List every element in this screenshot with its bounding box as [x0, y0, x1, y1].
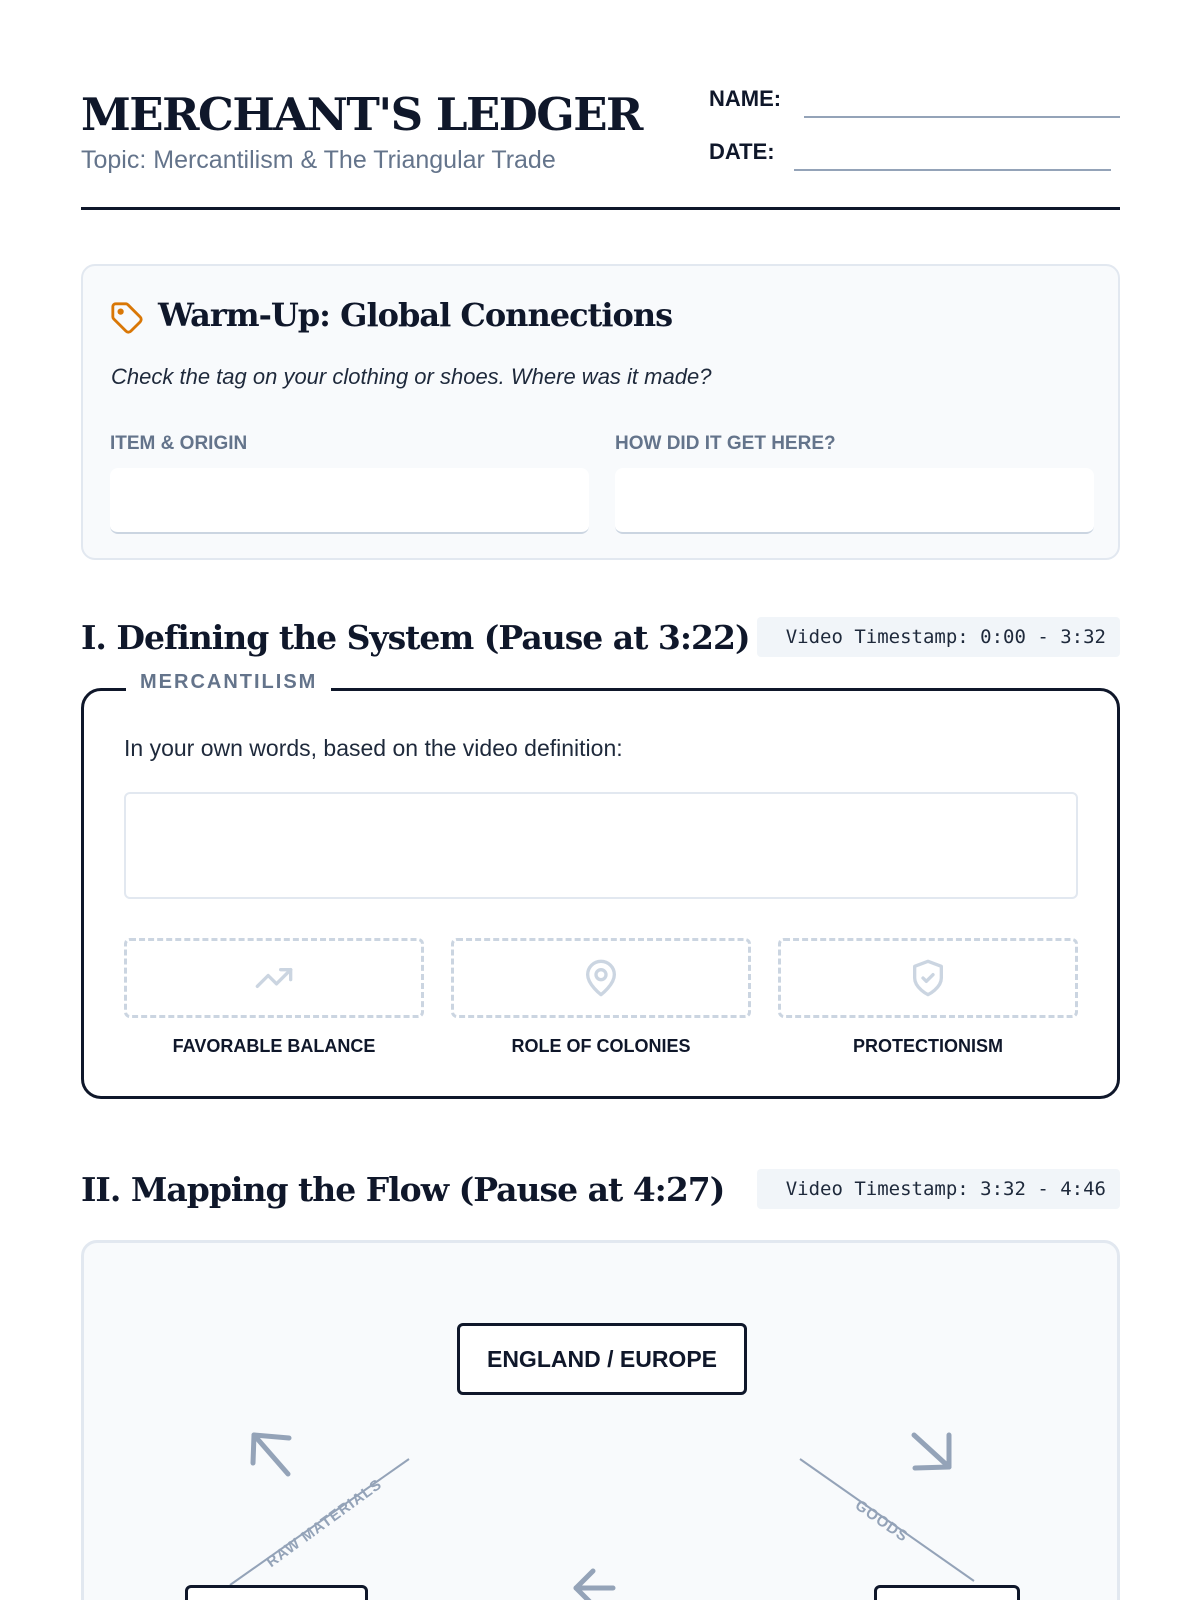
page-title: MERCHANT'S LEDGER [81, 88, 642, 141]
favorable-balance-box[interactable] [124, 938, 424, 1018]
mercantilism-legend: MERCANTILISM [126, 671, 331, 694]
item-origin-label: ITEM & ORIGIN [110, 433, 248, 454]
warmup-card [81, 264, 1120, 560]
name-field[interactable] [709, 80, 1120, 120]
warmup-title: Warm-Up: Global Connections [158, 296, 673, 334]
protectionism-box[interactable] [778, 938, 1078, 1018]
date-label: DATE: [709, 139, 775, 164]
page-topic: Topic: Mercantilism & The Triangular Trade [81, 146, 556, 174]
map-pin-icon [581, 958, 621, 998]
raw-materials-label: RAW MATERIALS [263, 1475, 386, 1571]
triangular-trade-diagram [81, 1240, 1120, 1600]
trending-up-icon [254, 958, 294, 998]
how-here-input[interactable] [615, 468, 1094, 534]
node-left[interactable] [185, 1585, 368, 1600]
favorable-balance-label: FAVORABLE BALANCE [172, 1036, 376, 1056]
role-of-colonies-box[interactable] [451, 938, 751, 1018]
name-label: NAME: [709, 86, 782, 111]
warmup-prompt: Check the tag on your clothing or shoes. Where was it made? [111, 364, 712, 389]
goods-label: GOODS [851, 1496, 912, 1546]
section-1-timestamp: Video Timestamp: 0:00 - 3:32 [757, 617, 1120, 657]
date-field[interactable] [709, 133, 1120, 173]
flow-arrows [84, 1243, 1123, 1600]
protectionism-label: PROTECTIONISM [852, 1036, 1003, 1056]
section-2-timestamp: Video Timestamp: 3:32 - 4:46 [757, 1169, 1120, 1209]
header-divider [81, 207, 1120, 210]
arrow-left-icon [576, 1571, 613, 1600]
date-line[interactable] [794, 169, 1111, 171]
section-2-title: II. Mapping the Flow (Pause at 4:27) [81, 1170, 725, 1209]
arrow-down-right-icon [914, 1435, 949, 1468]
node-right[interactable] [874, 1585, 1020, 1600]
worksheet-header [81, 80, 1120, 210]
role-of-colonies-label: ROLE OF COLONIES [511, 1036, 691, 1056]
name-line[interactable] [804, 116, 1120, 118]
shield-check-icon [908, 958, 948, 998]
item-origin-input[interactable] [110, 468, 589, 534]
tag-icon [110, 301, 144, 335]
mercantilism-box [81, 671, 1120, 1099]
section-1-title: I. Defining the System (Pause at 3:22) [81, 618, 750, 657]
definition-instruction: In your own words, based on the video definition: [124, 735, 623, 761]
node-england-europe[interactable]: ENGLAND / EUROPE [457, 1323, 747, 1395]
definition-input[interactable] [124, 792, 1078, 899]
arrow-up-left-icon [253, 1435, 289, 1474]
how-here-label: HOW DID IT GET HERE? [615, 433, 836, 454]
